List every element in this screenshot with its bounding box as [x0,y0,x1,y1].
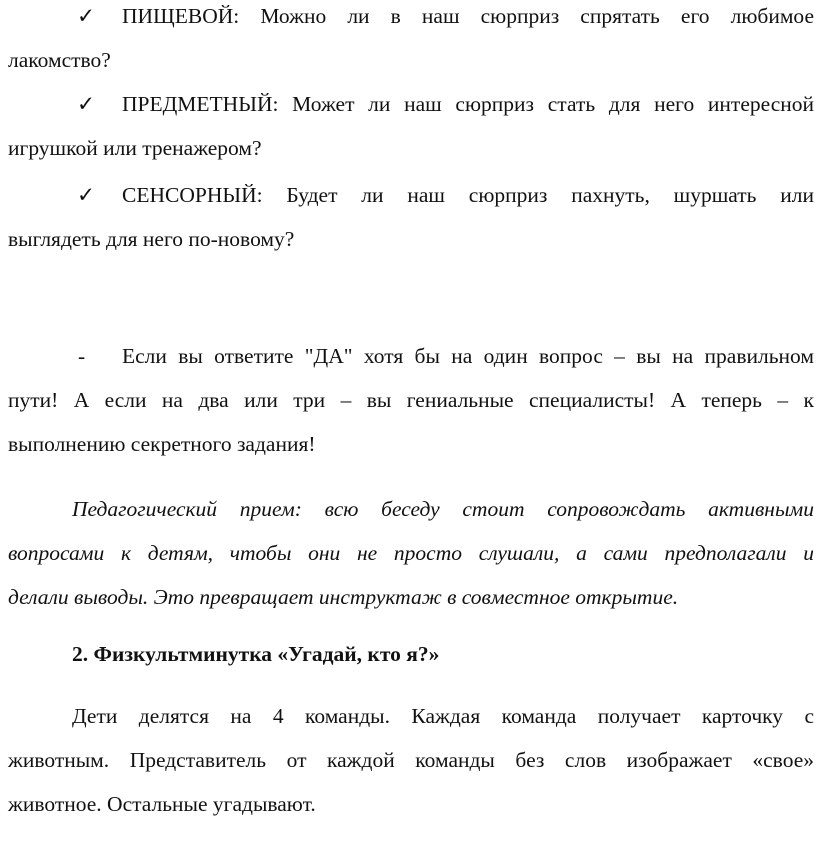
paragraph-line: животным. Представитель от каждой команды без слов изображает «свое» [8,748,814,772]
game-description [8,694,814,826]
checkmark-icon: ✓ [76,92,95,116]
paragraph-line: делали выводы. Это превращает инструктаж в совместное открытие. [8,585,679,609]
checklist-text: СЕНСОРНЫЙ: Будет ли наш сюрприз пахнуть, шуршать или [122,183,814,207]
paragraph-line: Педагогический прием: всю беседу стоит сопровождать активными [72,497,814,521]
checklist-item-object [8,82,814,170]
checklist-text: ПРЕДМЕТНЫЙ: Может ли наш сюрприз стать для него интересной [122,92,814,116]
checkmark-icon: ✓ [76,4,95,28]
paragraph-line: животное. Остальные угадывают. [8,792,316,816]
paragraph-line: Если вы ответите "ДА" хотя бы на один вопрос – вы на правильном [122,344,814,368]
paragraph-line: пути! А если на два или три – вы гениальные специалисты! А теперь – к [8,388,814,412]
checklist-line [8,82,814,126]
dash-line [8,334,814,378]
paragraph-line: вопросами к детям, чтобы они не просто слушали, а сами предполагали и [8,541,814,565]
section-heading [8,632,814,676]
pedagogical-note [8,487,814,619]
dash-paragraph [8,334,814,466]
dash-bullet: - [78,344,86,368]
checklist-item-food [8,0,814,82]
paragraph-line: выполнению секретного задания! [8,432,316,456]
paragraph-line: Дети делятся на 4 команды. Каждая команда получает карточку с [72,704,814,728]
checklist-text-continuation: игрушкой или тренажером? [8,136,262,160]
paragraph-first-line [8,694,814,738]
checkmark-icon: ✓ [76,183,95,207]
checklist-item-sensory [8,173,814,261]
checklist-line [8,173,814,217]
note-line [8,487,814,531]
heading-text: 2. Физкультминутка «Угадай, кто я?» [72,642,440,666]
checklist-line [8,0,814,38]
checklist-text-continuation: лакомство? [8,48,111,72]
checklist-text-continuation: выглядеть для него по-новому? [8,227,295,251]
checklist-text: ПИЩЕВОЙ: Можно ли в наш сюрприз спрятать его любимое [122,4,814,28]
